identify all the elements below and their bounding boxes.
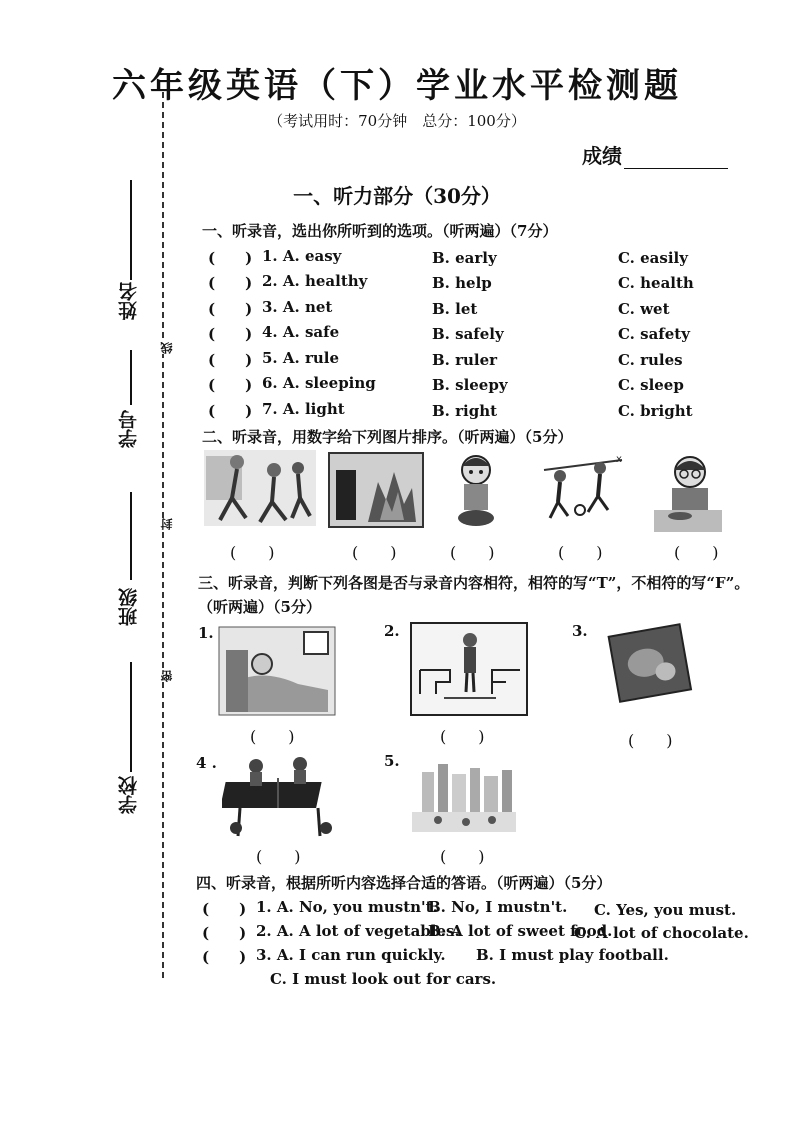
sec4-option-b: B. A lot of sweet food. (428, 922, 613, 940)
sec3-number: 3. (572, 622, 588, 640)
sec1-option-a: 2. A. healthy (262, 272, 368, 290)
fire-picture (328, 452, 424, 528)
sec4-option-a: 1. A. No, you mustn't. (256, 898, 438, 916)
number-label: 学号 (118, 410, 140, 448)
sick-in-bed-picture (218, 626, 336, 716)
sec1-option-b: B. safely (432, 325, 504, 343)
score-box (582, 140, 728, 169)
binding-dashed-line (162, 92, 164, 978)
children-running-picture (202, 448, 318, 528)
sec4-paren[interactable]: ( ) (202, 924, 247, 942)
sec1-option-b: B. let (432, 300, 478, 318)
part1-title: 一、听力部分（30分） (293, 184, 501, 208)
sec3-number: 5. (384, 752, 400, 770)
binding-mark-line: 线 (160, 342, 174, 354)
score-field-line[interactable] (624, 150, 728, 169)
sec4-option-a: 2. A. A lot of vegetables. (256, 922, 460, 940)
sec2-answer-paren[interactable]: ( ) (230, 543, 275, 562)
sec1-paren[interactable]: ( ) (208, 249, 253, 267)
sec1-option-c: C. health (618, 274, 694, 292)
sec1-option-a: 4. A. safe (262, 323, 340, 341)
sec4-option-c: C. A lot of chocolate. (574, 924, 749, 942)
sec1-option-b: B. right (432, 402, 498, 420)
sec1-paren[interactable]: ( ) (208, 300, 253, 318)
sec1-option-a: 1. A. easy (262, 247, 342, 265)
sec1-option-c: C. safety (618, 325, 690, 343)
sec3-title: 三、听录音，判断下列各图是否与录音内容相符，相符的写“T”，不相符的写“F”。 (198, 574, 750, 592)
boy-eating-picture (448, 450, 504, 530)
sec4-title: 四、听录音，根据所听内容选择合适的答语。（听两遍）（5分） (196, 874, 612, 892)
class-label: 班级 (118, 588, 140, 626)
sec3-title-line2: （听两遍）（5分） (198, 598, 321, 616)
svg-text:x: x (616, 454, 622, 465)
sec1-option-c: C. rules (618, 351, 683, 369)
sec1-option-b: B. early (432, 249, 497, 267)
sec1-option-a: 6. A. sleeping (262, 374, 376, 392)
number-field-line[interactable] (130, 350, 132, 405)
sec4-paren[interactable]: ( ) (202, 948, 247, 966)
sec2-answer-paren[interactable]: ( ) (450, 543, 495, 562)
boys-playing-football-picture (538, 452, 628, 522)
sec1-option-c: C. sleep (618, 376, 684, 394)
sec4-option-b: B. No, I mustn't. (428, 898, 568, 916)
sec4-paren[interactable]: ( ) (202, 900, 247, 918)
sec1-paren[interactable]: ( ) (208, 325, 253, 343)
sec3-number: 1. (198, 624, 214, 642)
sec3-answer-paren[interactable]: ( ) (628, 731, 673, 750)
score-label: 成绩 (582, 144, 622, 168)
sec1-title: 一、听录音，选出你所听到的选项。（听两遍）（7分） (202, 222, 558, 240)
sec1-paren[interactable]: ( ) (208, 402, 253, 420)
sec4-extra-option: C. I must look out for cars. (270, 970, 497, 988)
sec1-option-b: B. sleepy (432, 376, 508, 394)
sec3-answer-paren[interactable]: ( ) (440, 847, 485, 866)
sec3-answer-paren[interactable]: ( ) (440, 727, 485, 746)
sec1-option-b: B. help (432, 274, 492, 292)
sec4-option-a: 3. A. I can run quickly. (256, 946, 446, 964)
sec1-option-a: 7. A. light (262, 400, 345, 418)
sec4-option-b: B. I must play football. (476, 946, 669, 964)
sec1-paren[interactable]: ( ) (208, 376, 253, 394)
school-field-line[interactable] (130, 662, 132, 772)
exam-title: 六年级英语（下）学业水平检测题 (112, 66, 682, 106)
city-picture (408, 760, 520, 836)
exam-subtitle: （考试用时：70分钟 总分：100分） (268, 112, 526, 130)
sec1-paren[interactable]: ( ) (208, 274, 253, 292)
class-field-line[interactable] (130, 492, 132, 580)
name-label: 姓名 (118, 282, 140, 320)
sec3-answer-paren[interactable]: ( ) (256, 847, 301, 866)
binding-mark-dense: 密 (160, 670, 174, 682)
girl-eating-picture (652, 450, 724, 534)
sec1-paren[interactable]: ( ) (208, 351, 253, 369)
sec1-option-c: C. bright (618, 402, 693, 420)
sec3-number: 2. (384, 622, 400, 640)
sec2-title: 二、听录音，用数字给下列图片排序。（听两遍）（5分） (202, 428, 573, 446)
sec3-number: 4 . (196, 754, 217, 772)
sec3-answer-paren[interactable]: ( ) (250, 727, 295, 746)
sec2-answer-paren[interactable]: ( ) (352, 543, 397, 562)
sec1-option-c: C. easily (618, 249, 688, 267)
sec2-answer-paren[interactable]: ( ) (558, 543, 603, 562)
table-tennis-picture (222, 752, 338, 844)
sec1-option-a: 5. A. rule (262, 349, 340, 367)
sec2-answer-paren[interactable]: ( ) (674, 543, 719, 562)
food-photo-picture (606, 622, 694, 706)
sec4-option-c: C. Yes, you must. (594, 901, 737, 919)
sec1-option-c: C. wet (618, 300, 670, 318)
man-standing-picture (410, 622, 528, 716)
school-label: 学校 (118, 776, 140, 814)
binding-mark-seal: 封 (160, 518, 174, 530)
sec1-option-b: B. ruler (432, 351, 498, 369)
sec1-option-a: 3. A. net (262, 298, 333, 316)
